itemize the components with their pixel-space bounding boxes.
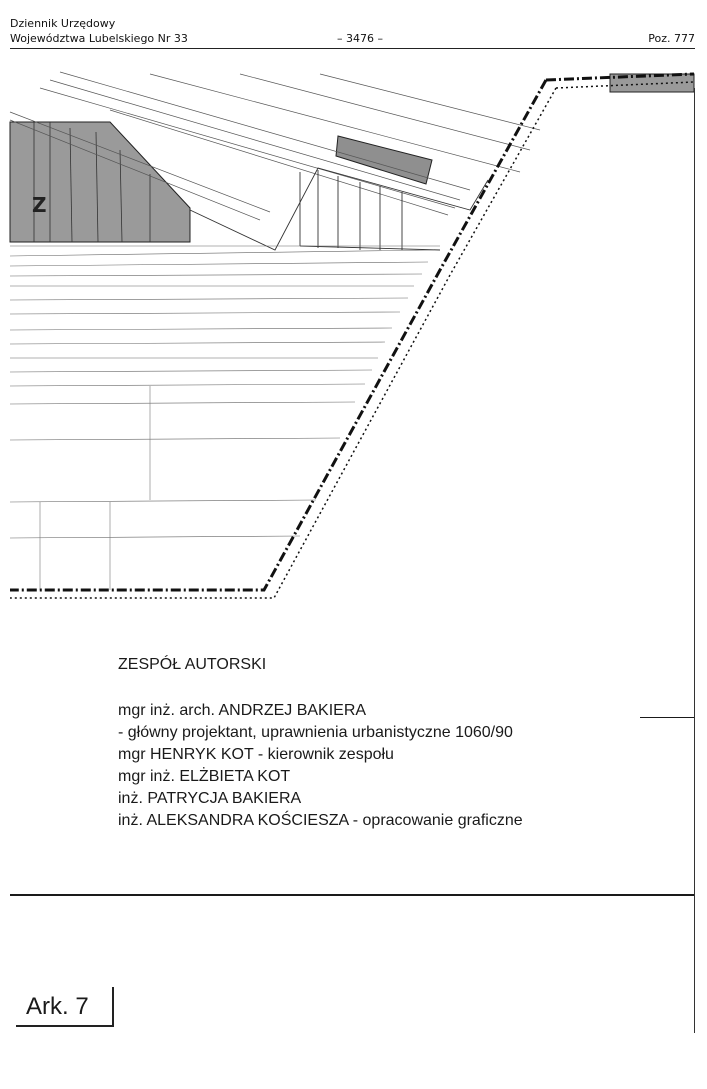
- team-member-3: mgr inż. ELŻBIETA KOT: [118, 768, 291, 785]
- journal-name-line1: Dziennik Urzędowy: [10, 17, 116, 30]
- team-member-1-role: - główny projektant, uprawnienia urbanistyczne 1060/90: [118, 724, 513, 741]
- shaded-parcel-left: [10, 122, 190, 242]
- journal-name-line2: Województwa Lubelskiego Nr 33: [10, 32, 188, 45]
- cadastral-map-drawing: [0, 60, 707, 605]
- team-member-2: mgr HENRYK KOT - kierownik zespołu: [118, 746, 394, 763]
- block-boundaries: [190, 168, 488, 250]
- lower-parcel-lines: [40, 386, 150, 590]
- team-title: ZESPÓŁ AUTORSKI: [118, 656, 267, 673]
- position-number: Poz. 777: [648, 32, 695, 45]
- page-number: – 3476 –: [337, 32, 383, 45]
- frame-right-edge: [694, 88, 695, 1033]
- team-member-1: mgr inż. arch. ANDRZEJ BAKIERA: [118, 702, 367, 719]
- team-member-5: inż. ALEKSANDRA KOŚCIESZA - opracowanie graficzne: [118, 812, 523, 829]
- short-divider: [640, 717, 695, 718]
- road-lines: [10, 246, 440, 538]
- sheet-label: Ark. 7: [16, 987, 114, 1027]
- horizontal-divider: [10, 894, 695, 896]
- team-member-4: inż. PATRYCJA BAKIERA: [118, 790, 302, 807]
- page-header: [10, 14, 695, 49]
- author-team-section: [118, 654, 523, 832]
- map-mark-z: Z: [32, 193, 47, 217]
